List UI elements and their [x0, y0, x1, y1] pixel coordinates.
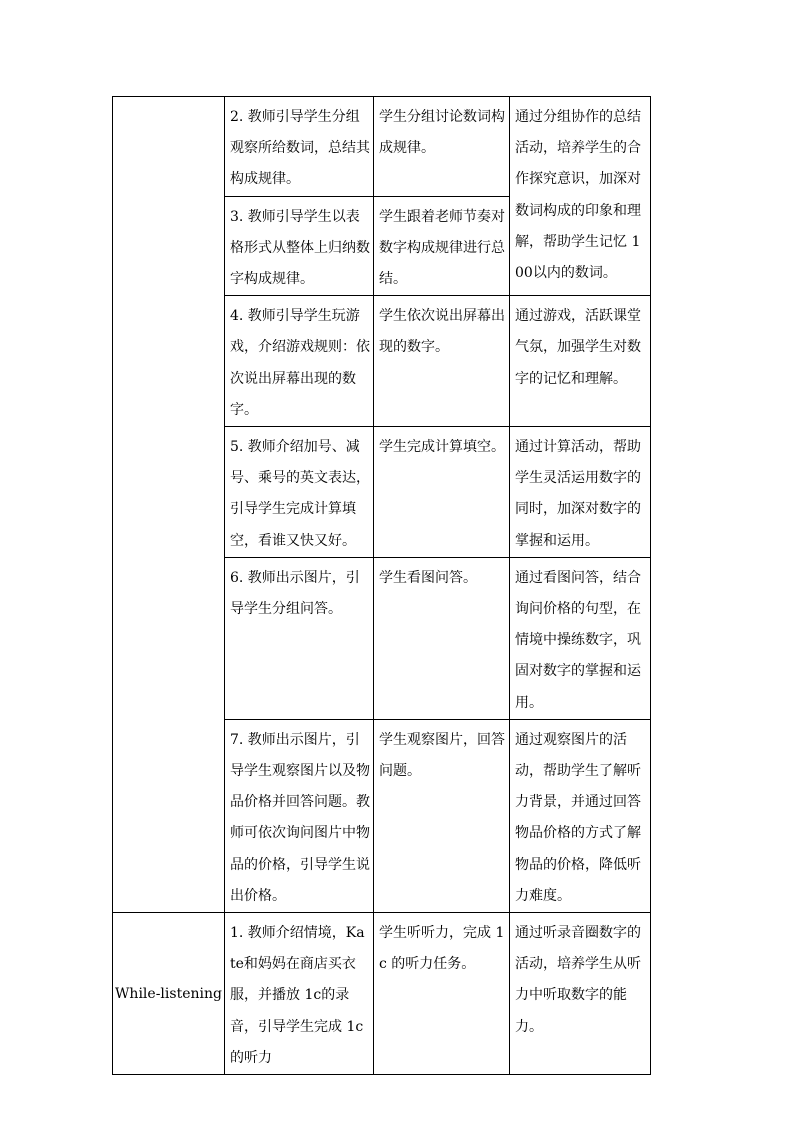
student-activity-cell: 学生观察图片，回答问题。 — [374, 719, 510, 912]
teacher-activity-cell: 6. 教师出示图片，引导学生分组问答。 — [225, 557, 374, 719]
student-activity-cell: 学生依次说出屏幕出现的数字。 — [374, 296, 510, 427]
stage-cell-empty — [113, 97, 225, 913]
teacher-activity-cell: 1. 教师介绍情境，Kate和妈妈在商店买衣服，并播放 1c的录音，引导学生完成 1c的听力 — [225, 913, 374, 1075]
student-activity-cell: 学生跟着老师节奏对数字构成规律进行总结。 — [374, 196, 510, 296]
table-row — [113, 913, 651, 1075]
purpose-cell: 通过观察图片的活动，帮助学生了解听力背景，并通过回答物品价格的方式了解物品的价格，降低听力难度。 — [510, 719, 651, 912]
teacher-activity-cell: 4. 教师引导学生玩游戏，介绍游戏规则：依次说出屏幕出现的数字。 — [225, 296, 374, 427]
stage-cell: While-listening — [113, 913, 225, 1075]
student-activity-cell: 学生分组讨论数词构成规律。 — [374, 97, 510, 197]
teacher-activity-cell: 2. 教师引导学生分组观察所给数词，总结其构成规律。 — [225, 97, 374, 197]
purpose-cell: 通过计算活动，帮助学生灵活运用数字的同时，加深对数字的掌握和运用。 — [510, 427, 651, 558]
purpose-cell: 通过听录音圈数字的活动，培养学生从听力中听取数字的能力。 — [510, 913, 651, 1075]
lesson-plan-table — [112, 96, 651, 1075]
teacher-activity-cell: 7. 教师出示图片，引导学生观察图片以及物品价格并回答问题。教师可依次询问图片中物品的价格，引导学生说出价格。 — [225, 719, 374, 912]
table-row — [113, 97, 651, 197]
student-activity-cell: 学生听听力，完成 1c 的听力任务。 — [374, 913, 510, 1075]
student-activity-cell: 学生完成计算填空。 — [374, 427, 510, 558]
student-activity-cell: 学生看图问答。 — [374, 557, 510, 719]
purpose-cell: 通过看图问答，结合询问价格的句型，在情境中操练数字，巩固对数字的掌握和运用。 — [510, 557, 651, 719]
purpose-cell: 通过分组协作的总结活动，培养学生的合作探究意识，加深对数词构成的印象和理解，帮助学生记忆 100以内的数词。 — [510, 97, 651, 296]
teacher-activity-cell: 3. 教师引导学生以表格形式从整体上归纳数字构成规律。 — [225, 196, 374, 296]
purpose-cell: 通过游戏，活跃课堂气氛，加强学生对数字的记忆和理解。 — [510, 296, 651, 427]
teacher-activity-cell: 5. 教师介绍加号、减号、乘号的英文表达，引导学生完成计算填空，看谁又快又好。 — [225, 427, 374, 558]
